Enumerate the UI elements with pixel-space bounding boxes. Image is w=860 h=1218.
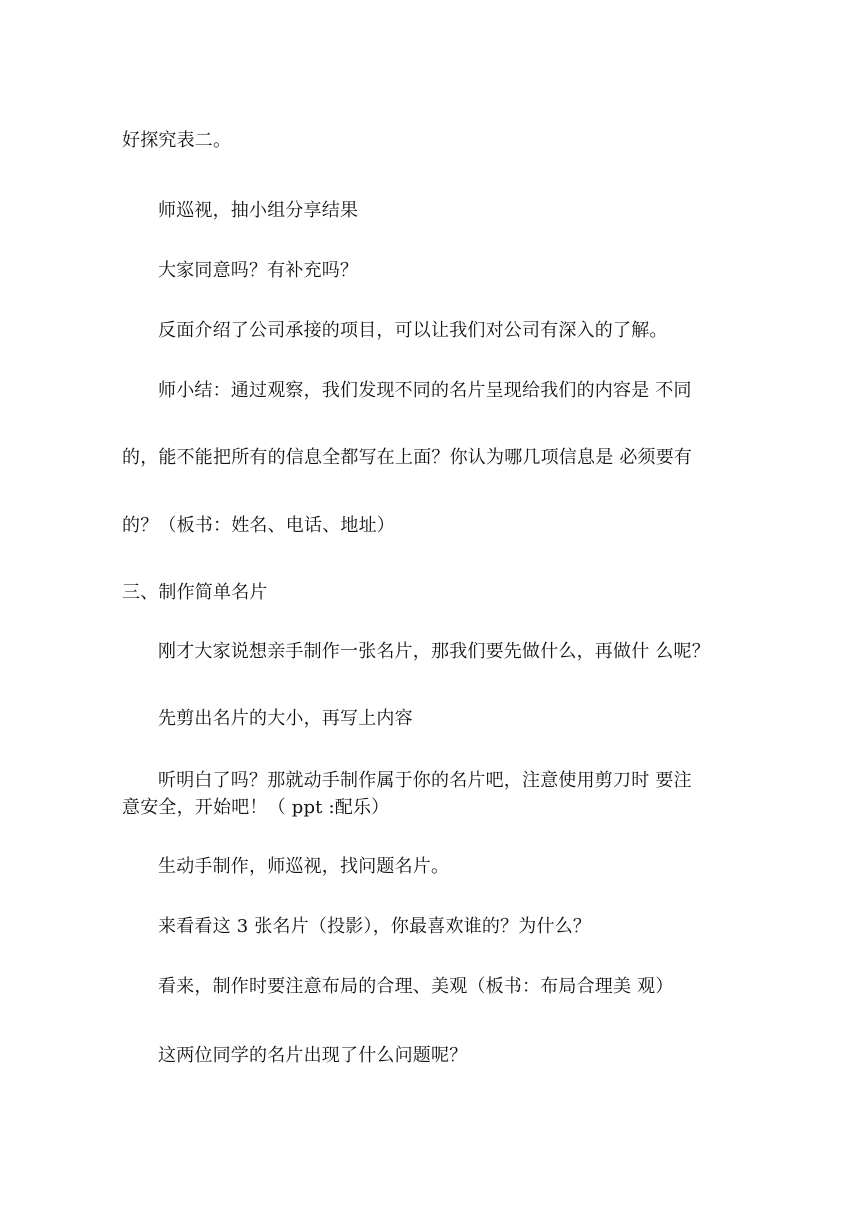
paragraph-line-10: 先剪出名片的大小，再写上内容 bbox=[158, 708, 413, 729]
paragraph-line-5: 师小结：通过观察，我们发现不同的名片呈现给我们的内容是 不同 bbox=[158, 380, 692, 401]
paragraph-line-14: 来看看这 3 张名片（投影），你最喜欢谁的？为什么？ bbox=[158, 916, 592, 937]
paragraph-line-9: 刚才大家说想亲手制作一张名片，那我们要先做什么，再做什 么呢？ bbox=[158, 641, 710, 662]
paragraph-line-1: 好探究表二。 bbox=[122, 130, 232, 151]
paragraph-line-13: 生动手制作，师巡视，找问题名片。 bbox=[158, 856, 450, 877]
paragraph-line-16: 这两位同学的名片出现了什么问题呢？ bbox=[158, 1045, 468, 1066]
paragraph-line-2: 师巡视，抽小组分享结果 bbox=[158, 200, 359, 221]
paragraph-line-12: 意安全，开始吧！（ ppt :配乐） bbox=[122, 797, 390, 818]
paragraph-line-11: 听明白了吗？那就动手制作属于你的名片吧，注意使用剪刀时 要注 bbox=[158, 770, 692, 791]
paragraph-line-6: 的，能不能把所有的信息全都写在上面？你认为哪几项信息是 必须要有 bbox=[122, 447, 693, 468]
paragraph-line-3: 大家同意吗？有补充吗？ bbox=[158, 260, 359, 281]
section-heading: 三、制作简单名片 bbox=[122, 582, 268, 603]
paragraph-line-4: 反面介绍了公司承接的项目，可以让我们对公司有深入的了解。 bbox=[158, 320, 668, 341]
paragraph-line-15: 看来，制作时要注意布局的合理、美观（板书：布局合理美 观） bbox=[158, 976, 674, 997]
paragraph-line-7: 的？（板书：姓名、电话、地址） bbox=[122, 515, 395, 536]
